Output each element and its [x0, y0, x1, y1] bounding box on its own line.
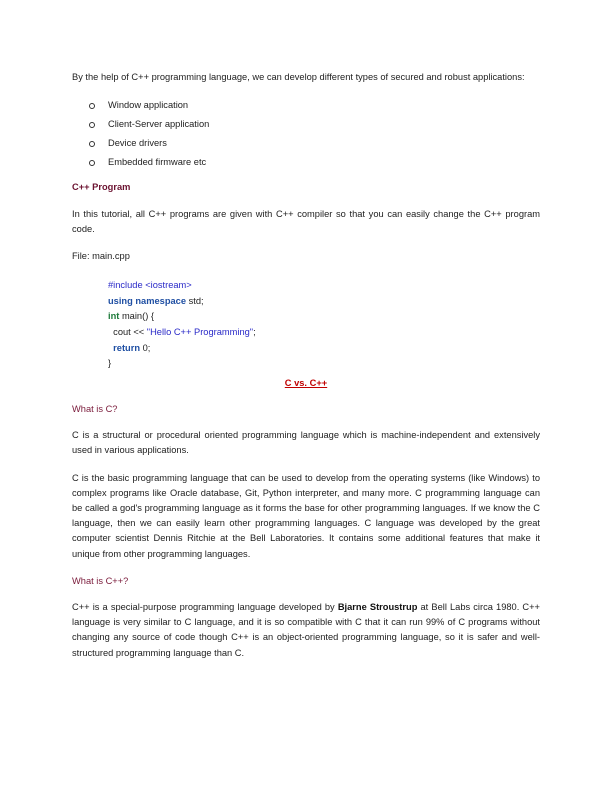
code-line: } — [108, 358, 112, 369]
author-name: Bjarne Stroustrup — [337, 602, 418, 612]
code-block — [108, 278, 540, 372]
bullet-circle-icon — [89, 141, 95, 147]
program-intro-paragraph: In this tutorial, all C++ programs are given with C++ compiler so that you can easily change the C++ program code. — [72, 208, 540, 234]
bullet-circle-icon — [89, 160, 95, 166]
applications-list — [72, 96, 540, 171]
list-item: Embedded firmware etc — [89, 153, 540, 172]
program-heading: C++ Program — [72, 182, 131, 193]
code-line: return 0; — [113, 342, 151, 353]
intro-paragraph: By the help of C++ programming language, we can develop different types of secured and robust applications: — [72, 72, 525, 82]
what-is-cpp-heading: What is C++? — [72, 575, 129, 586]
bullet-circle-icon — [89, 103, 95, 109]
code-line: cout << "Hello C++ Programming"; — [108, 326, 256, 337]
code-line: #include <iostream> — [108, 280, 192, 291]
what-is-c-heading: What is C? — [72, 403, 118, 414]
list-item: Client-Server application — [89, 115, 540, 134]
bullet-circle-icon — [89, 122, 95, 128]
file-label: File: main.cpp — [72, 251, 130, 261]
list-item: Device drivers — [89, 134, 540, 153]
list-item: Window application — [89, 96, 540, 115]
cpp-paragraph: C++ is a special-purpose programming language developed by Bjarne Stroustrup at Bell Labs circa 1980. C++ language is very similar to C language, and it is so compatible with C that it can run 99% of C programs without changing any source of code though C++ is an object-oriented programming language, so it is safer and well-structured programming language than C. — [72, 602, 540, 658]
c-paragraph-1: C is a structural or procedural oriented programming language which is machine-independent and extensively used in various applications. — [72, 430, 540, 456]
code-line: int main() { — [108, 311, 154, 322]
document-page — [72, 70, 540, 661]
section-title: C vs. C++ — [284, 377, 328, 388]
code-line: using namespace std; — [108, 295, 204, 306]
c-paragraph-2: C is the basic programming language that can be used to develop from the operating systems (like Windows) to complex programs like Oracle database, Git, Python interpreter, and many more. C programming language can be called a god's programming language as it forms the base for other programming languages. If we know the C language, then we can easily learn other programming languages. C language was developed by the great computer scientist Dennis Ritchie at the Bell Laboratories. It contains some additional features that make it unique from other programming languages. — [72, 472, 540, 559]
